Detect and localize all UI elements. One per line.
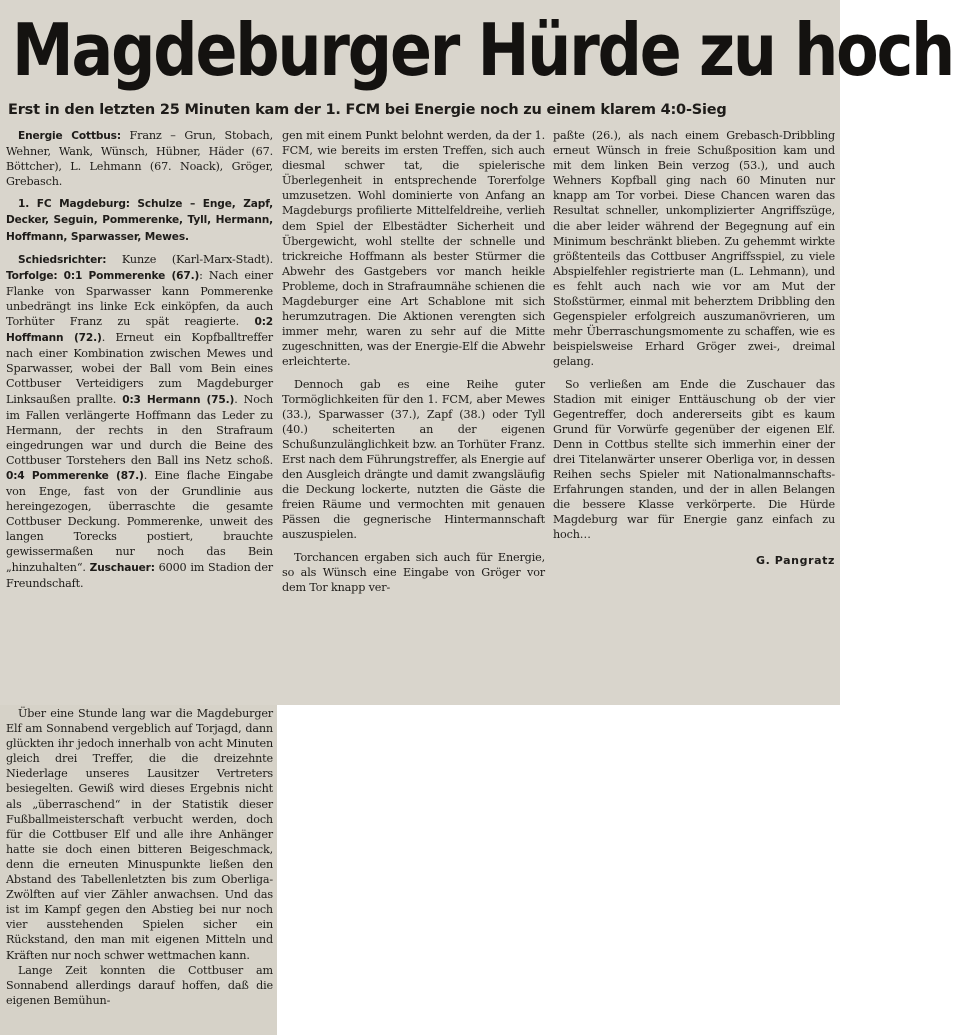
article-column-1-continued (6, 706, 273, 1008)
lineup-magdeburg (6, 196, 273, 244)
referee: Kunze (Karl-Marx-Stadt). (121, 252, 273, 266)
goal-2: 0:2 Hoffmann (72.) (6, 316, 273, 345)
goal-1: 0:1 Pommerenke (67.) (63, 269, 200, 282)
lineup-cottbus (6, 128, 273, 189)
spectators-label: Zuschauer: (89, 561, 155, 574)
players-magdeburg: Schulze – Enge, Zapf, Decker, Seguin, Pommerenke, Tyll, Hermann, Hoffmann, Sparwasser, Mewes. (6, 198, 273, 243)
goal-3: 0:3 Hermann (75.) (122, 393, 235, 406)
col3-paragraph-1: paßte (26.), als nach einem Grebasch-Dribbling erneut Wünsch in freie Schußposition kam und mit dem linken Bein verzog (53.), und auch Wehners Kopfball ging nach 60 Minuten nur knapp am Tor vorbei. Diese Chancen waren das Resultat schneller, unkomplizierter Angriffszüge, die aber leider während der Begegnung auf ein Minimum beschränkt blieben. Zu gehemmt wirkte größtenteils das Cottbuser Angriffsspiel, zu viele Abspielfehler registrierte man (L. Lehmann), und es fehlt auch nach wie vor am Mut der Stoßstürmer, einmal mit beherztem Dribbling den Gegenspieler erfolgreich auszumanövrieren, um mehr Überraschungsmomente zu schaffen, wie es beispielsweise Erhard Gröger zwei-, dreimal gelang. (553, 129, 835, 369)
referee-label: Schiedsrichter: (18, 253, 107, 266)
article-column-3 (553, 128, 835, 568)
col2-paragraph-3: Torchancen ergaben sich auch für Energie, so als Wünsch eine Eingabe von Gröger vor dem Tor knapp ver- (282, 550, 545, 594)
goal-2-text: . Erneut ein Kopfballtreffer nach einer Kombination zwischen Mewes und Sparwasser, wobei der Ball vom Bein eines Cottbuser Verteidigers zum Magdeburger Linksaußen prallte. (6, 331, 273, 406)
col3-paragraph-2: So verließen am Ende die Zuschauer das Stadion mit einiger Enttäuschung ob der vier Gegentreffer, doch andererseits gibt es kaum Grund für Vorwürfe gegenüber der eigenen Elf. Denn in Cottbus stellte sich immerhin einer der drei Titelanwärter unserer Oberliga vor, in dessen Reihen sechs Spieler mit Nationalmannschafts-Erfahrungen standen, und der in allen Belangen die bessere Klasse verkörperte. Die Hürde Magdeburg war für Energie ganz einfach zu hoch… (553, 377, 835, 542)
team-name-cottbus: Energie Cottbus: (18, 130, 121, 142)
goal-1-text: : Nach einer Flanke von Sparwasser kann Pommerenke unbedrängt ins linke Eck einköpfen, da auch Torhüter Franz zu spät reagierte. (6, 268, 273, 329)
goal-3-text: . Noch im Fallen verlängerte Hoffmann das Leder zu Hermann, der rechts in den Strafraum eingedrungen war und durch die Beine des Cottbuser Torstehers den Ball ins Netz schoß. (6, 392, 273, 467)
goal-4: 0:4 Pommerenke (87.) (6, 469, 144, 482)
col1-paragraph-2: Lange Zeit konnten die Cottbuser am Sonnabend allerdings darauf hoffen, daß die eigenen Bemühun- (6, 963, 273, 1007)
players-cottbus: Franz – Grun, Stobach, Wehner, Wank, Wünsch, Hübner, Häder (67. Böttcher), L. Lehmann (67. Noack), Gröger, Grebasch. (6, 129, 273, 189)
article-column-2 (282, 128, 545, 595)
col2-paragraph-1: gen mit einem Punkt belohnt werden, da der 1. FCM, wie bereits im ersten Treffen, sich auch diesmal schwer tat, die spielerische Überlegenheit in entsprechende Torerfolge umzusetzen. Wohl dominierte von Anfang an Magdeburgs profilierte Mittelfeldreihe, verlieh dem Spiel der Elbestädter Sicherheit und Übergewicht, wohl stellte der schnelle und trickreiche Hoffmann als bester Stürmer die Abwehr des Gastgebers vor manch heikle Probleme, doch in Strafraumnähe schienen die Magdeburger eine Art Schablone mit sich herumzutragen. Die Aktionen verengten sich immer mehr, waren zu sehr auf die Mitte zugeschnitten, was der Energie-Elf die Abwehr erleichterte. (282, 129, 545, 369)
headline: Magdeburger Hürde zu hoch (12, 8, 953, 92)
spectators: 6000 im Stadion der Freundschaft. (6, 560, 273, 590)
col2-paragraph-2: Dennoch gab es eine Reihe guter Tormöglichkeiten für den 1. FCM, aber Mewes (33.), Sparwasser (37.), Zapf (38.) oder Tyll (40.) scheiterten an der eigenen Schußunzulänglichkeit bzw. an Torhüter Franz. Erst nach dem Führungstreffer, als Energie auf den Ausgleich drängte und damit zwangsläufig die Deckung lockerte, nutzten die Gäste die freien Räume und vermochten mit genauen Pässen die gegnerische Hintermannschaft auszuspielen. (282, 377, 545, 542)
subheadline: Erst in den letzten 25 Minuten kam der 1. FCM bei Energie noch zu einem klarem 4:0-Sieg (8, 102, 727, 118)
goals-label: Torfolge: (6, 269, 58, 282)
author-byline: G. Pangratz (755, 553, 835, 567)
match-info (6, 252, 273, 591)
col1-paragraph-1: Über eine Stunde lang war die Magdeburger Elf am Sonnabend vergeblich auf Torjagd, dann glückten ihr jedoch innerhalb von acht Minuten gleich drei Treffer, die die dreizehnte Niederlage unseres Lausitzer Vertreters besiegelten. Gewiß wird dieses Ergebnis nicht als „überraschend“ in der Statistik dieser Fußballmeisterschaft verbucht werden, doch für die Cottbuser Elf und alle ihre Anhänger hatte sie doch einen bitteren Beigeschmack, denn die erneuten Minuspunkte ließen den Abstand des Tabellenletzten bis zum Oberliga-Zwölften auf vier Zähler anwachsen. Und das ist im Kampf gegen den Abstieg bei nur noch vier ausstehenden Spielen sicher ein Rückstand, den man mit eigenen Mitteln und Kräften nur noch schwer wettmachen kann. (6, 707, 273, 962)
goal-4-text: . Eine flache Eingabe von Enge, fast von der Grundlinie aus hereingezogen, überraschte die gesamte Cottbuser Deckung. Pommerenke, unweit des langen Torecks postiert, brauchte gewissermaßen nur noch das Bein „hinzuhalten“. (6, 468, 273, 574)
team-name-magdeburg: 1. FC Magdeburg: (18, 198, 130, 211)
article-column-1 (6, 128, 273, 591)
